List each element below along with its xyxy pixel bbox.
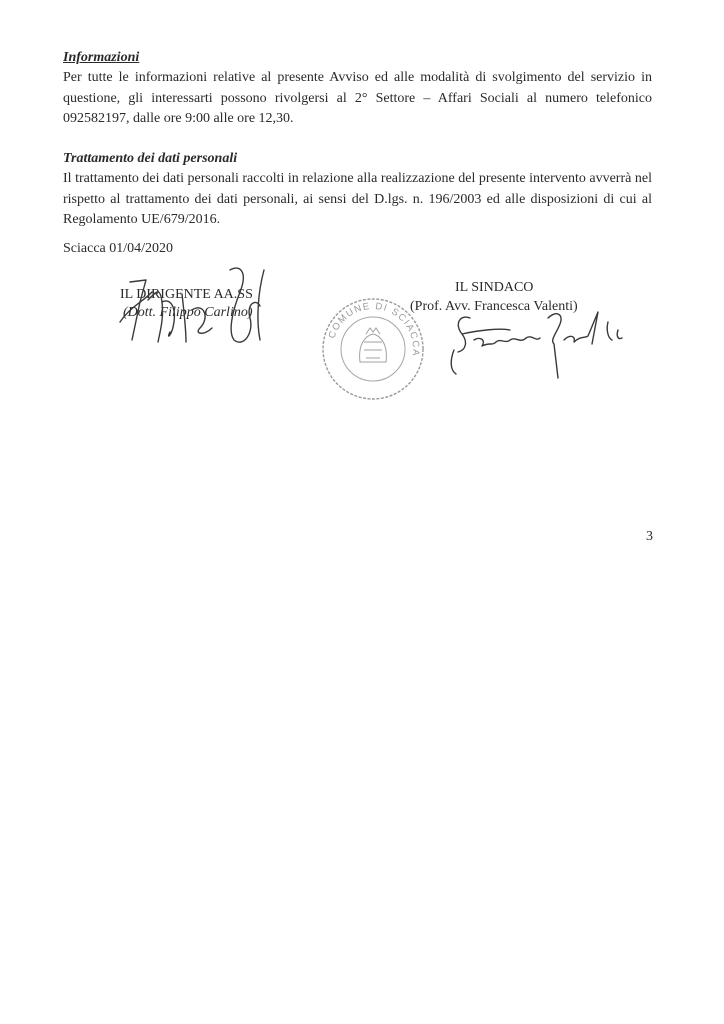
left-signature [100, 262, 290, 352]
page-number: 3 [646, 529, 653, 544]
right-signature [440, 300, 640, 380]
stamp-text: COMUNE DI SCIACCA [326, 300, 422, 358]
section-heading-trattamento: Trattamento dei dati personali [63, 151, 238, 166]
official-stamp [320, 296, 426, 402]
right-signatory-name: (Prof. Avv. Francesca Valenti) [410, 299, 578, 314]
date-line: Sciacca 01/04/2020 [63, 241, 174, 256]
right-signatory-title: IL SINDACO [455, 280, 534, 295]
left-signatory-name: (Dott. Filippo Carlino) [123, 305, 253, 320]
section-trattamento [63, 149, 652, 231]
section-body-trattamento: Il trattamento dei dati personali raccolti in relazione alla realizzazione del presente intervento avverrà nel rispetto al trattamento dei dati personali, ai sensi del D.lgs. n. 196/2003 ed alle disposizioni di cui al Regolamento UE/679/2016. [63, 171, 652, 227]
left-signatory-title: IL DIRIGENTE AA.SS [120, 287, 253, 302]
section-informazioni [63, 48, 652, 130]
section-heading-informazioni: Informazioni [63, 50, 140, 65]
section-body-informazioni: Per tutte le informazioni relative al presente Avviso ed alle modalità di svolgimento del servizio in questione, gli interessarti possono rivolgersi al 2° Settore – Affari Sociali al numero telefonico 092582197, dalle ore 9:00 alle ore 12,30. [63, 70, 652, 126]
